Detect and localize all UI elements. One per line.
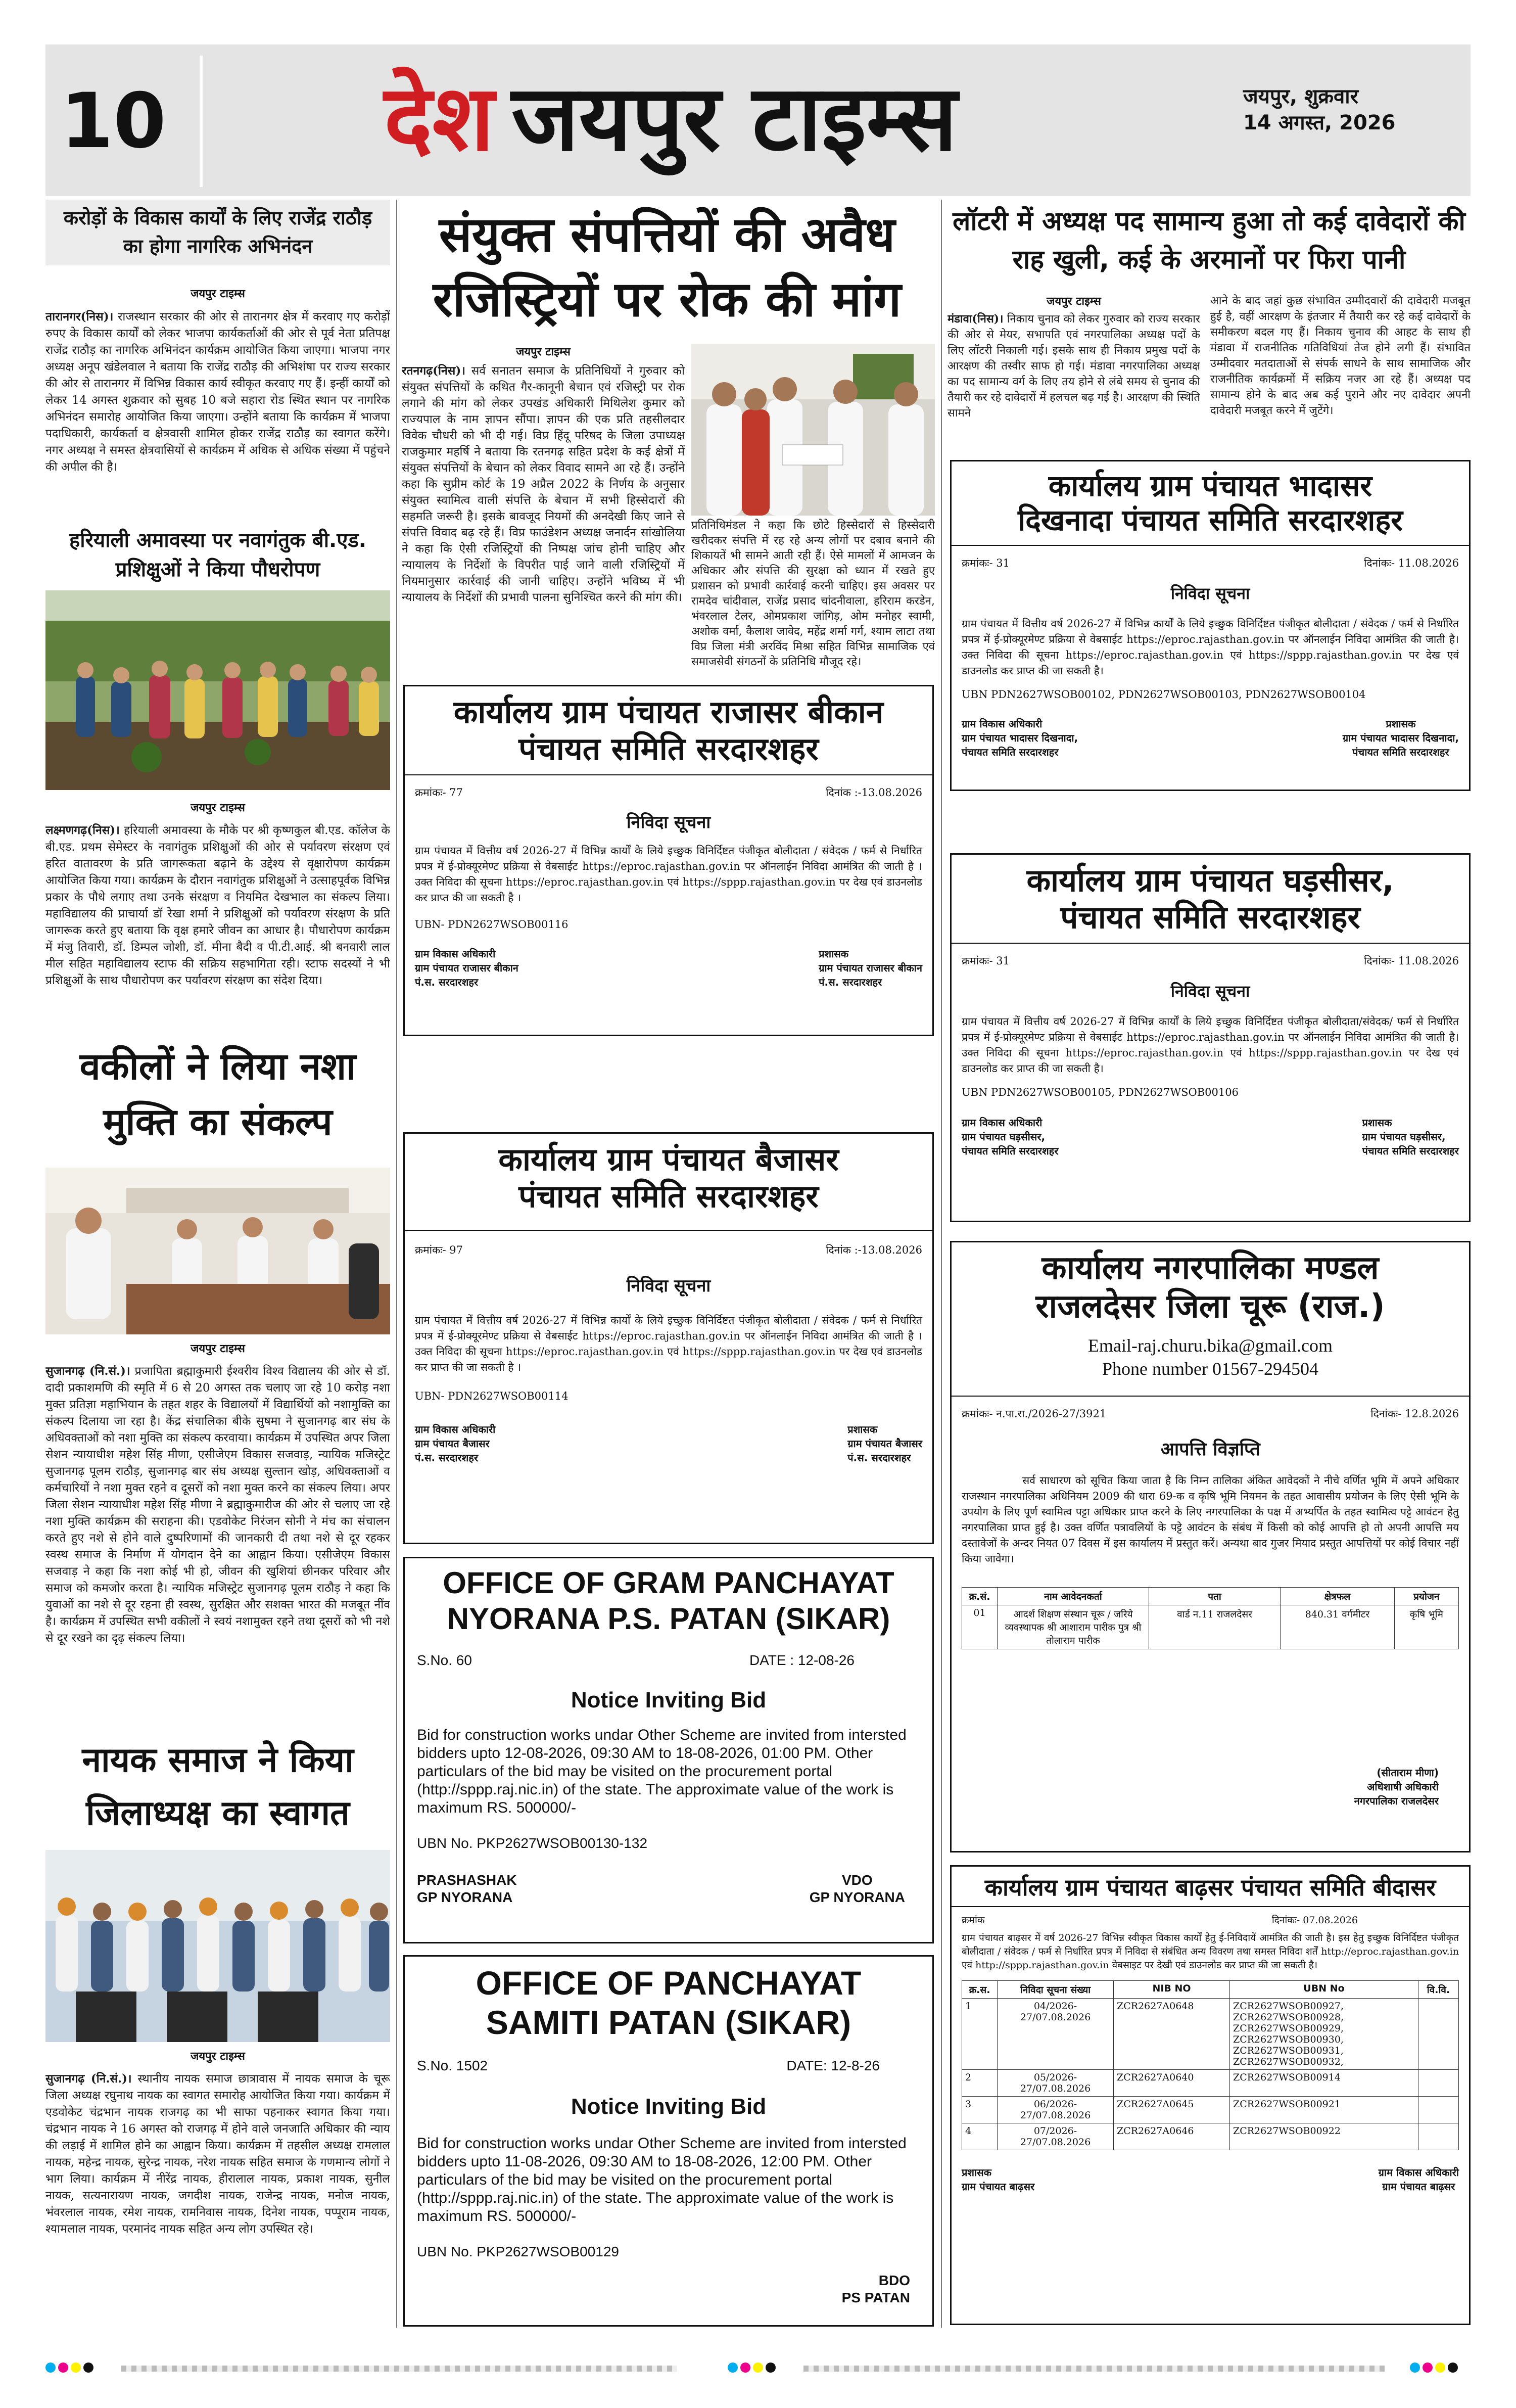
notice-text: सर्व साधारण को सूचित किया जाता है कि निम्न तालिका अंकित आवेदकों ने नीचे वर्णित भूमि में अपने अधिकार राजस्थान नगरपालिका अधिनियम 2009 की धारा 69-क व कृषि भूमि नियमन के तहत आवासीय प्रयोजन के लिए ऐसी भूमि के उपयोग के लिए पूर्ण स्वामित्व पट्टा अधिकार प्राप्त करने के लिए नगरपालिका के पक्ष में अभ्यर्पित के तहत स्वामित्व पट्टे आवंटन हेतु नगरपालिका प्राप्त हुई है। उक्त वर्णित पत्रावलियों के पट्टे आवंटन के संबंध में किसी को कोई आपत्ति हो तो अपनी आपत्ति मय दस्तावेजों के अन्दर नियत 07 दिवस में इस कार्यालय में प्रस्तुत करें। अन्यथा बाद गुजर मियाद प्रस्तुत आपत्तियों पर कोई विचार नहीं किया जावेगा। — [962, 1474, 1459, 1565]
table-header: NIB NO — [1114, 1981, 1230, 1999]
notice-title-line: कार्यालय ग्राम पंचायत राजासर बीकान — [453, 693, 884, 730]
table-cell: 05/2026-27/07.08.2026 — [998, 2070, 1114, 2097]
notice-text: ग्राम पंचायत में वित्तीय वर्ष 2026-27 में विभिन्न कार्यों के लिये इच्छुक विनिर्दिष्टत पंजीकृत बोलीदाता / संवेदक / फर्म से निर्धारित प्रपत्र में ई-प्रोक्यूरमेण्ट प्रक्रिया से वेबसाईट https://eproc.rajasthan.gov.in पर ऑनलाईन निविदा आमंत्रित की जाती है । उक्त निविदा की सूचना https://eproc.rajasthan.gov.in एवं https://sppp.rajasthan.gov.in पर देख एवं डाउनलोड कर प्राप्त की जा सकती है । — [415, 845, 922, 904]
signatory-left: ग्राम विकास अधिकारी ग्राम पंचायत राजासर बीकान पं.स. सरदारशहर — [415, 948, 518, 989]
notice-title — [952, 855, 1469, 936]
signatory-left: प्रशासक ग्राम पंचायत बाढ़सर — [962, 2166, 1035, 2193]
signatory-left: ग्राम विकास अधिकारी ग्राम पंचायत घड़सीसर, पंचायत समिति सरदारशहर — [962, 1117, 1059, 1157]
signatory-right: प्रशासक ग्राम पंचायत राजासर बीकान पं.स. सरदारशहर — [819, 948, 922, 989]
story-text: सर्व सनातन समाज के प्रतिनिधियों ने गुरुवार को संयुक्त संपत्तियों के कथित गैर-कानूनी बेचान एवं रजिस्ट्री पर रोक लगाने की मांग को लेकर उपखंड अधिकारी मिथिलेश कुमार को राज्यपाल के नाम ज्ञापन सौंपा। ज्ञापन की एक प्रति तहसीलदार विवेक चौधरी को भी दी गई। विप्र हिंदू परिषद के जिला उपाध्यक्ष राजकुमार महर्षि ने बताया कि रतनगढ़ सहित प्रदेश के कई क्षेत्रों में संयुक्त संपत्तियों के बेचान को लेकर विवाद सामने आ रहे हैं। उन्होंने कहा कि सुप्रीम कोर्ट के 19 अप्रैल 2022 के निर्णय के अनुसार संयुक्त स्वामित्व वाली संपत्ति के बेचान में सभी हिस्सेदारों की सहमति जरूरी है। इसके बावजूद नियमों की अनदेखी किए जाने से संपत्ति विवाद बढ़ रहे हैं। विप्र फाउंडेशन अध्यक्ष जनार्दन सांखोलिया ने कहा कि ऐसी रजिस्ट्रियों की निष्पक्ष जांच होनी चाहिए और न्यायालय के निर्देशों के विपरीत पाई जाने वाली रजिस्ट्रियों में नियमानुसार कार्रवाई की जानी चाहिए। उन्होंने भविष्य में भी न्यायालय के निर्देशों की प्रभावी पालना सुनिश्चित करने की मांग की। — [402, 364, 685, 604]
table-cell: वार्ड न.11 राजलदेसर — [1149, 1605, 1281, 1649]
story-headline: करोड़ों के विकास कार्यों के लिए राजेंद्र राठौड़ का होगा नागरिक अभिनंदन — [45, 200, 390, 265]
story-headline: नायक समाज ने किया जिलाध्यक्ष का स्वागत — [82, 1740, 354, 1833]
story-body — [947, 311, 1200, 453]
story-body-left — [947, 293, 1200, 455]
column-divider — [396, 200, 397, 2328]
story-body-right: आने के बाद जहां कुछ संभावित उम्मीदवारों की दावेदारी मजबूत हुई है, वहीं आरक्षण के इंतजार में तैयारी कर रहे कई दावेदारों के समीकरण बदल गए हैं। निकाय चुनाव की आहट के साथ ही मंडावा में राजनीतिक गतिविधियां तेज होने लगी हैं। संभावित उम्मीदवार मतदाताओं से संपर्क साधने के साथ सामाजिक और राजनीतिक कार्यक्रमों में सक्रिय नजर आ रहे हैं। अध्यक्ष पद सामान्य होने के बाद अब कई पुराने और नए दावेदार अपनी दावेदारी मजबूत करने में जुटेंगे। — [1210, 295, 1471, 417]
table-header: क्षेत्रफल — [1281, 1588, 1395, 1605]
notice-text: Bid for construction works undar Other Scheme are invited from intersted bidders upto 11-08-2026, 09:30 AM to 18-08-2026, 12:00 PM. Other particulars of the bid may be visited on the procurement portal (http://sppp.raj.nic.in) of the state. The approximate value of the work is maximum RS. 500000/- — [417, 2135, 907, 2225]
notice-patan — [403, 1955, 934, 2327]
notice-text: ग्राम पंचायत में वित्तीय वर्ष 2026-27 में विभिन्न कार्यों के लिये इच्छुक विनिर्दिष्टत पंजीकृत बोलीदाता/संवेदक/ फर्म से निर्धारित प्रपत्र में ई-प्रोक्यूरमेण्ट प्रक्रिया से वेबसाईट https://eproc.rajasthan.gov.in पर ऑनलाईन निविदा आमंत्रित की जाती है। उक्त निविदा की सूचना https://eproc.rajasthan.gov.in एवं https://sppp.rajasthan.gov.in पर देख एवं डाउनलोड कर प्राप्त की जा सकती है। — [962, 1015, 1459, 1075]
masthead-date: 14 अगस्त, 2026 — [1243, 111, 1396, 134]
color-dots-left — [45, 2363, 96, 2375]
story-dateline: सुजानगढ़ (नि.सं.)। — [45, 2072, 132, 2086]
notice-date: DATE : 12-08-26 — [749, 1652, 855, 1668]
notice-title-line: राजलदेसर जिला चूरू (राज.) — [1035, 1287, 1385, 1325]
story-text: प्रजापिता ब्रह्माकुमारी ईश्वरीय विश्व विद्यालय की ओर से डॉ. दादी प्रकाशमणि की स्मृति में 6 से 20 अगस्त तक चलाए जा रहे 10 करोड़ नशा मुक्त प्रतिज्ञा महाभियान के तहत शहर के विद्यालयों में विद्यार्थियों को नशामुक्ति का संकल्प दिलाया जा रहा है। केंद्र संचालिका बीके सुषमा ने सुजानगढ़ बार संघ के अधिवक्ताओं को नशा मुक्ति का संकल्प करवाया। कार्यक्रम में उपस्थित अपर जिला सेशन न्यायाधीश महेश सिंह मीणा, एसीजेएम विकास सजवाड़, न्यायिक मजिस्ट्रेट सुजानगढ़ पूलम राठौड़, सुजानगढ़ बार संघ अध्यक्ष सुल्तान खोड़, अधिवक्ताओं व कर्मचारियों ने नशा मुक्त रहने व दूसरों को नशा मुक्त करने का संकल्प लिया। अपर जिला सेशन न्यायाधीश महेश सिंह मीणा ने ब्रह्माकुमारीज की ओर से चलाए जा रहे नशा मुक्ति कार्यक्रम की सराहना की। एडवोकेट निरंजन सोनी ने मंच का संचालन करते हुए नशे से होने वाले दुष्परिणामों की जानकारी दी तथा नशे से दूर रहकर स्वस्थ समाज के निर्माण में योगदान देने का आह्वान किया। एसीजेएम विकास सजवाड़ ने कहा कि नशा कोई भी हो, जीवन की खुशियां छीनकर परिवार और समाज को कमजोर करता है। न्यायिक मजिस्ट्रेट सुजानगढ़ पूलम राठौड़ ने कहा कि युवाओं का नशे से दूर रहना ही स्वस्थ, सुरक्षित और सशक्त भारत की मजबूत नींव है। कार्यक्रम में उपस्थित सभी वकीलों ने स्वयं नशामुक्त रहने तथा दूसरों को भी नशे से दूर रखने का दृढ़ संकल्प लिया। — [45, 1365, 390, 1645]
notice-date: दिनांकः- 11.08.2026 — [1363, 557, 1459, 569]
story-text: स्थानीय नायक समाज छात्रावास में नायक समाज के चूरू जिला अध्यक्ष रघुनाथ नायक का स्वागत समारोह आयोजित किया गया। कार्यक्रम में एडवोकेट चंद्रभान नायक राजगढ़ का भी साफा पहनाकर स्वागत किया गया। चंद्रभान नायक ने 16 अगस्त को राजगढ़ में होने वाले जनजाति अधिकार की न्याय की लड़ाई में शामिल होने का आह्वान किया। कार्यक्रम में तहसील अध्यक्ष रामलाल नायक, महेन्द्र नायक, सुरेन्द्र नायक, नरेश नायक सहित समाज के गणमान्य लोगों ने भाग लिया। कार्यक्रम में नीरेंद्र नायक, हीरालाल नायक, प्रकाश नायक, सुनील नायक, सत्यनारायण नायक, जगदीश नायक, राजेन्द्र नायक, मनोज नायक, भंवरलाल नायक, रमेश नायक, रामनिवास नायक, दिनेश नायक, पप्पूराम नायक, श्यामलाल नायक, परमानंद नायक सहित अन्य लोग उपस्थित रहे। — [45, 2072, 390, 2236]
table-cell — [1418, 2070, 1459, 2097]
masthead-title — [384, 48, 957, 190]
notice-title — [952, 1242, 1469, 1326]
table-row — [962, 2070, 1459, 2097]
notice-date: दिनांकः- 07.08.2026 — [1271, 1915, 1358, 1926]
notice-heading: Notice Inviting Bid — [571, 2094, 767, 2119]
color-dots-center — [728, 2363, 778, 2375]
notice-title-line: पंचायत समिति सरदारशहर — [518, 1178, 819, 1215]
notice-title-line: OFFICE OF PANCHAYAT — [476, 1964, 862, 2002]
notice-date: दिनांकः- 12.8.2026 — [1370, 1408, 1459, 1420]
table-cell: ZCR2627WSOB00921 — [1230, 2097, 1418, 2123]
story-dateline: लक्ष्मणगढ़(निस)। — [45, 823, 120, 837]
signatory-right: BDO PS PATAN — [841, 2272, 910, 2305]
notice-badhsar — [950, 1865, 1471, 2325]
notice-title-line: पंचायत समिति सरदारशहर — [1060, 899, 1360, 936]
table-header: वि.वि. — [1418, 1981, 1459, 1999]
table-cell: आदर्श शिक्षण संस्थान चूरू / जरिये व्यवस्थापक श्री आशाराम पारीक पुत्र श्री तोलाराम पारीक — [998, 1605, 1149, 1649]
notice-number: S.No. 1502 — [417, 2057, 488, 2073]
notice-date: दिनांक :-13.08.2026 — [826, 786, 922, 799]
lawyers-pledge-photo — [45, 1168, 390, 1334]
table-header: निविदा सूचना संख्या — [998, 1981, 1114, 1999]
page-number: 10 — [61, 77, 166, 165]
story-body — [45, 1363, 390, 1727]
signatory: (सीताराम मीणा) अधिशाषी अधिकारी नगरपालिका राजलदेसर — [1354, 1767, 1439, 1808]
signatory-right: VDO GP NYORANA — [809, 1872, 905, 1905]
notice-title — [405, 1558, 932, 1637]
story-body — [402, 363, 685, 666]
masthead-divider — [200, 56, 203, 187]
notice-number: क्रमांकः- न.पा.रा./2026-27/3921 — [962, 1408, 1107, 1420]
notice-nyorana — [403, 1557, 934, 1943]
table-cell: 4 — [962, 2123, 998, 2150]
table-cell: 06/2026-27/07.08.2026 — [998, 2097, 1114, 2123]
notice-number: क्रमांक — [962, 1915, 985, 1926]
table-cell — [1418, 2097, 1459, 2123]
notice-text: ग्राम पंचायत में वित्तीय वर्ष 2026-27 में विभिन्न कार्यों के लिये इच्छुक विनिर्दिष्टत पंजीकृत बोलीदाता / संवेदक / फर्म से निर्धारित प्रपत्र में ई-प्रोक्यूरमेण्ट प्रक्रिया से वेबसाईट https://eproc.rajasthan.gov.in पर ऑनलाईन निविदा आमंत्रित की जाती है । उक्त निविदा की सूचना https://eproc.rajasthan.gov.in एवं https://sppp.rajasthan.gov.in पर देख एवं डाउनलोड कर प्राप्त की जा सकती है । — [415, 1314, 922, 1374]
story-body — [45, 2070, 390, 2323]
notice-title — [405, 1957, 932, 2043]
notice-date: DATE: 12-8-26 — [786, 2057, 880, 2073]
table-header: UBN No — [1230, 1981, 1418, 1999]
story-body — [45, 822, 390, 1039]
lead-body-right: प्रतिनिधिमंडल ने कहा कि छोटे हिस्सेदारों से हिस्सेदारी खरीदकर संपत्ति में रह रहे अन्य लोगों पर दबाव बनाने की शिकायतें भी सामने आती रही हैं। ऐसे मामलों में आमजन के अधिकार और संपत्ति की सुरक्षा को ध्यान में रखते हुए प्रशासन को प्रभावी कार्रवाई करनी चाहिए। इस अवसर पर रामदेव चांदीवाल, राजेंद्र प्रसाद चांदनीवाला, हरिराम करडेन, भंवरलाल टेलर, ओमप्रकाश जांगिड़, ओम मनोहर स्वामी, अशोक वर्मा, कैलाश जावेद, महेंद्र शर्मा गर्ग, श्याम लाटा तथा विप्र जिला मंत्री अरविंद मिश्रा सहित विभिन्न सामाजिक एवं समाजसेवी संगठनों के प्रतिनिधि मौजूद रहे। — [691, 519, 935, 668]
notice-title-line: NYORANA P.S. PATAN (SIKAR) — [447, 1601, 890, 1636]
table-row — [962, 2123, 1459, 2150]
notice-heading: आपत्ति विज्ञप्ति — [1160, 1439, 1260, 1460]
notice-date: दिनांक :-13.08.2026 — [826, 1244, 922, 1257]
notice-number: S.No. 60 — [417, 1652, 472, 1668]
table-cell: ZCR2627A0640 — [1114, 2070, 1230, 2097]
table-cell — [1418, 1999, 1459, 2070]
notice-ghadsisar — [950, 853, 1471, 1222]
section-name: देश — [384, 66, 494, 171]
story-byline: जयपुर टाइम्स — [191, 2050, 245, 2063]
notice-title — [952, 461, 1469, 538]
table-header: पता — [1149, 1588, 1281, 1605]
table-cell: 2 — [962, 2070, 998, 2097]
table-row — [962, 2097, 1459, 2123]
notice-heading: निविदा सूचना — [626, 812, 711, 833]
signatory-left: ग्राम विकास अधिकारी ग्राम पंचायत भादासर दिखनादा, पंचायत समिति सरदारशहर — [962, 717, 1078, 758]
notice-title — [405, 686, 932, 767]
story-dateline: तारानगर(निस)। — [45, 310, 114, 323]
story-headline: वकीलों ने लिया नशा मुक्ति का संकल्प — [79, 1045, 356, 1144]
nayak-samaj-photo — [45, 1850, 390, 2042]
table-cell: कृषि भूमि — [1394, 1605, 1458, 1649]
gradient-strip — [121, 2366, 677, 2372]
notice-text: ग्राम पंचायत बाढ़सर में वर्ष 2026-27 विभिन्न स्वीकृत विकास कार्यों हेतु ई-निविदायें आमंत्रित की जाती है। इस हेतु इच्छुक विनिर्दिष्टत पंजीकृत बोलीदाता / संवेदक / फर्म से निर्धारित प्रपत्र में निविदा से संबंधित अन्य विवरण तथा समस्त निविदा शर्तें http://eproc.rajasthan.gov.in एवं http://sppp.rajasthan.gov.in वेबसाइट पर देखी एवं डाउनलोड कर प्राप्त की जा सकती है। — [962, 1932, 1459, 1971]
signatory-right: प्रशासक ग्राम पंचायत घड़सीसर, पंचायत समिति सरदारशहर — [1362, 1117, 1459, 1157]
notice-number: क्रमांकः- 31 — [962, 557, 1010, 569]
story-headline: लॉटरी में अध्यक्ष पद सामान्य हुआ तो कई दावेदारों की राह खुली, कई के अरमानों पर फिरा पानी — [953, 206, 1465, 275]
notice-bhadasar — [950, 460, 1471, 791]
table-cell: ZCR2627A0645 — [1114, 2097, 1230, 2123]
tender-table — [962, 1980, 1459, 2150]
story-dateline: मंडावा(निस)। — [947, 312, 1004, 326]
masthead-date-block — [1243, 83, 1395, 136]
notice-title-line: SAMITI PATAN (SIKAR) — [486, 2003, 851, 2041]
notice-text: ग्राम पंचायत में वित्तीय वर्ष 2026-27 में विभिन्न कार्यों के लिये इच्छुक विनिर्दिष्टत पंजीकृत बोलीदाता / संवेदक / फर्म से निर्धारित प्रपत्र में ई-प्रोक्यूरमेण्ट प्रक्रिया से वेबसाईट https://eproc.rajasthan.gov.in पर ऑनलाईन निविदा आमंत्रित की जाती है। उक्त निविदा की सूचना https://eproc.rajasthan.gov.in एवं https://sppp.rajasthan.gov.in पर देख एवं डाउनलोड कर प्राप्त की जा सकती है। — [962, 617, 1459, 677]
story-text: निकाय चुनाव को लेकर गुरुवार को राज्य सरकार की ओर से मेयर, सभापति एवं नगरपालिका अध्यक्ष पदों के लिए लॉटरी निकाली गई। इसके साथ ही निकाय प्रमुख पदों के आरक्षण की तस्वीर साफ हो गई। मंडावा नगरपालिका अध्यक्ष का पद सामान्य वर्ग के लिए तय होने से लंबे समय से चुनाव की तैयारी कर रहे दावेदारों में हलचल बढ़ गई है। आरक्षण की स्थिति सामने — [947, 313, 1200, 420]
notice-ubn: UBN No. PKP2627WSOB00129 — [417, 2243, 619, 2259]
table-cell: 840.31 वर्गमीटर — [1281, 1605, 1395, 1649]
notice-heading: निविदा सूचना — [626, 1276, 711, 1296]
signatory-right: प्रशासक ग्राम पंचायत बैजासर पं.स. सरदारशहर — [847, 1423, 922, 1464]
story-byline: जयपुर टाइम्स — [191, 288, 245, 300]
notice-date: दिनांकः- 11.08.2026 — [1363, 955, 1459, 967]
notice-ubn: UBN- PDN2627WSOB00114 — [415, 1390, 568, 1403]
gradient-strip — [803, 2366, 1385, 2372]
paper-name: जयपुर टाइम्स — [511, 66, 958, 171]
table-row — [962, 1999, 1459, 2070]
notice-title-line: दिखनादा पंचायत समिति सरदारशहर — [1018, 503, 1403, 538]
table-cell: ZCR2627A0646 — [1114, 2123, 1230, 2150]
signatory-right: ग्राम विकास अधिकारी ग्राम पंचायत बाढ़सर — [1378, 2166, 1459, 2193]
tree-planting-photo — [45, 590, 390, 790]
story-body — [45, 308, 390, 526]
notice-title-line: कार्यालय ग्राम पंचायत बैजासर — [498, 1141, 839, 1178]
table-cell: ZCR2627WSOB00914 — [1230, 2070, 1418, 2097]
table-header: क्र.सं. — [962, 1588, 998, 1605]
applicant-table — [962, 1587, 1459, 1649]
signatory-left: ग्राम विकास अधिकारी ग्राम पंचायत बैजासर पं.स. सरदारशहर — [415, 1423, 496, 1464]
notice-ubn: UBN- PDN2627WSOB00116 — [415, 918, 568, 931]
table-cell: 1 — [962, 1999, 998, 2070]
notice-title-line: पंचायत समिति सरदारशहर — [518, 730, 819, 768]
story-dateline: सुजानगढ़ (नि.सं.)। — [45, 1364, 130, 1378]
story-byline: जयपुर टाइम्स — [516, 346, 571, 358]
table-cell: ZCR2627WSOB00927, ZCR2627WSOB00928, ZCR2627WSOB00929, ZCR2627WSOB00930, ZCR2627WSOB00931, ZCR2627WSOB00932, — [1230, 1999, 1418, 2070]
notice-number: क्रमांकः- 97 — [415, 1244, 463, 1257]
signatory-right: प्रशासक ग्राम पंचायत भादासर दिखनादा, पंचायत समिति सरदारशहर — [1342, 717, 1459, 758]
notice-ubn: UBN No. PKP2627WSOB00130-132 — [417, 1835, 648, 1851]
notice-title-line: कार्यालय नगरपालिका मण्डल — [1041, 1249, 1379, 1287]
notice-heading: निविदा सूचना — [1170, 982, 1250, 1001]
story-dateline: रतनगढ़(निस)। — [402, 364, 465, 378]
notice-number: क्रमांकः- 31 — [962, 955, 1010, 967]
notice-heading: निविदा सूचना — [1170, 583, 1250, 603]
memorandum-photo — [691, 344, 935, 516]
notice-title: कार्यालय ग्राम पंचायत बाढ़सर पंचायत समिति बीदासर — [952, 1867, 1469, 1907]
table-cell: 3 — [962, 2097, 998, 2123]
notice-title-line: कार्यालय ग्राम पंचायत घड़सीसर, — [1026, 862, 1394, 899]
notice-title-line: OFFICE OF GRAM PANCHAYAT — [443, 1566, 894, 1600]
table-header: नाम आवेदनकर्ता — [998, 1588, 1149, 1605]
table-row — [962, 1605, 1459, 1649]
notice-baijasar — [403, 1132, 934, 1544]
table-header: क्र.स. — [962, 1981, 998, 1999]
table-cell: ZCR2627WSOB00922 — [1230, 2123, 1418, 2150]
column-divider — [941, 200, 942, 2328]
table-cell: ZCR2627A0648 — [1114, 1999, 1230, 2070]
color-dots-right — [1410, 2363, 1460, 2375]
notice-ubn: UBN PDN2627WSOB00102, PDN2627WSOB00103, PDN2627WSOB00104 — [962, 688, 1366, 701]
print-registration-marks — [45, 2361, 1471, 2377]
notice-number: क्रमांकः- 77 — [415, 786, 463, 799]
notice-title — [405, 1134, 932, 1215]
story-byline: जयपुर टाइम्स — [191, 1342, 245, 1355]
lead-body-left — [402, 344, 685, 667]
notice-text: Bid for construction works undar Other Scheme are invited from intersted bidders upto 12-08-2026, 09:30 AM to 18-08-2026, 01:00 PM. Other particulars of the bid may be visited on the procurement portal (http://sppp.raj.nic.in) of the state. The approximate value of the work is maximum RS. 500000/- — [417, 1726, 907, 1816]
notice-email: Email-raj.churu.bika@gmail.com — [1088, 1335, 1333, 1356]
notice-phone: Phone number 01567-294504 — [1102, 1359, 1318, 1379]
story-headline: हरियाली अमावस्या पर नवागंतुक बी.एड. प्रशिक्षुओं ने किया पौधरोपण — [69, 529, 366, 581]
table-cell: 04/2026-27/07.08.2026 — [998, 1999, 1114, 2070]
story-text: हरियाली अमावस्या के मौके पर श्री कृष्णकुल बी.एड. कॉलेज के बी.एड. प्रथम सेमेस्टर के नवागंतुक प्रशिक्षुओं की ओर से पर्यावरण संरक्षण एवं हरित वातावरण के प्रति जागरूकता बढ़ाने के उद्देश्य से वृक्षारोपण कार्यक्रम आयोजित किया गया। कार्यक्रम के दौरान नवागंतुक प्रशिक्षुओं ने उत्साहपूर्वक विभिन्न प्रकार के पौधे लगाए तथा उनके संरक्षण व नियमित देखभाल का संकल्प लिया। महाविद्यालय की प्राचार्या डॉ रेखा शर्मा ने प्रशिक्षुओं को पर्यावरण संरक्षण के प्रति जागरूक करते हुए बताया कि वृक्ष हमारे जीवन का आधार है। पौधारोपण कार्यक्रम में मंजु तिवारी, डॉ. डिम्पल जोशी, डॉ. मीना बैदी व पी.टी.आई. श्री बनवारी लाल मील सहित महाविद्यालय स्टाफ की सक्रिय सहभागिता रही। स्टाफ सदस्यों ने भी प्रशिक्षुओं के साथ पौधारोपण कर पर्यावरण संरक्षण का संदेश दिया। — [45, 824, 390, 987]
notice-rajaldesar — [950, 1241, 1471, 1853]
lead-headline: संयुक्त संपत्तियों की अवैध रजिस्ट्रियों पर रोक की मांग — [433, 206, 902, 328]
table-cell: 07/2026-27/07.08.2026 — [998, 2123, 1114, 2150]
table-cell: 01 — [962, 1605, 998, 1649]
notice-title-line: कार्यालय ग्राम पंचायत भादासर — [1048, 469, 1372, 503]
table-cell — [1418, 2123, 1459, 2150]
table-header: प्रयोजन — [1394, 1588, 1458, 1605]
notice-rajasar — [403, 685, 934, 1036]
notice-heading: Notice Inviting Bid — [571, 1687, 767, 1712]
story-byline: जयपुर टाइम्स — [191, 802, 245, 814]
story-text: राजस्थान सरकार की ओर से तारानगर क्षेत्र में करवाए गए करोड़ों रुपए के विकास कार्यों को लेकर भाजपा कार्यकर्ताओं की ओर से पूर्व नेता प्रतिपक्ष राजेंद्र राठौड़ का नागरिक अभिनंदन कार्यक्रम आयोजित किया जाएगा। भाजपा नगर अध्यक्ष अनूप खंडेलवाल ने बताया कि राजेंद्र राठौड़ की अभिशंषा पर राज्य सरकार की ओर से तारानगर में विभिन्न विकास कार्य स्वीकृत करवाए गए हैं। इन्हीं कार्यों को लेकर 14 अगस्त शुक्रवार को सुबह 10 बजे सहारा रोड स्थित स्थान पर नागरिक अभिनंदन समारोह आयोजित किया जाएगा। उन्होंने बताया कि कार्यक्रम में भाजपा पदाधिकारी, कार्यकर्ता व क्षेत्रवासी शामिल होकर राजेंद्र राठौड़ का स्वागत करेंगे। नगर अध्यक्ष ने समस्त क्षेत्रवासियों से कार्यक्रम में अधिक से अधिक संख्या में पहुंचने की अपील की है। — [45, 310, 390, 474]
signatory-left: PRASHASHAK GP NYORANA — [417, 1872, 517, 1905]
story-byline: जयपुर टाइम्स — [1047, 295, 1101, 308]
masthead-city-day: जयपुर, शुक्रवार — [1243, 85, 1358, 108]
notice-ubn: UBN PDN2627WSOB00105, PDN2627WSOB00106 — [962, 1086, 1239, 1099]
